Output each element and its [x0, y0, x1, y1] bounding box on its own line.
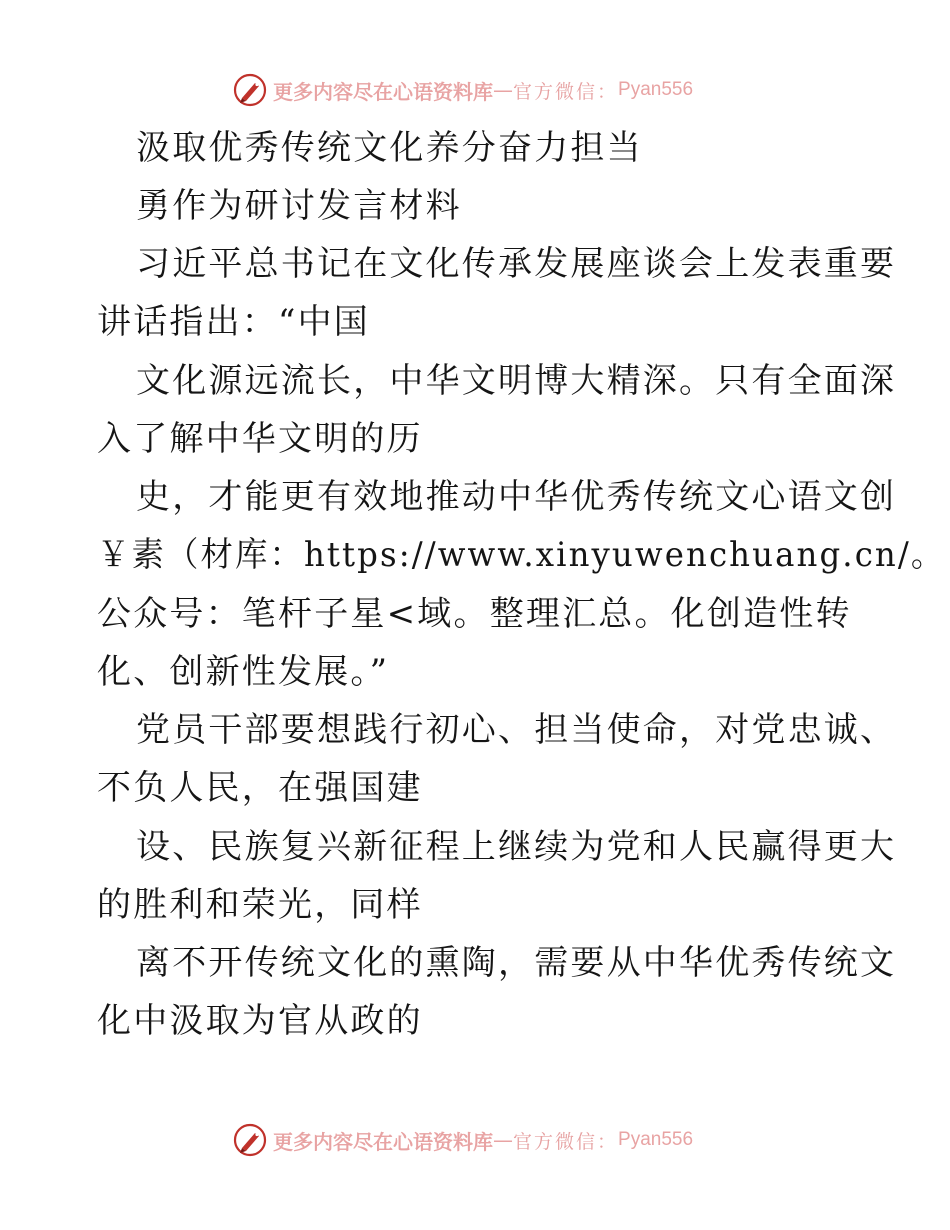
watermark-contact-label: 官方微信： [513, 1130, 619, 1153]
watermark-handle: Pyan556 [618, 1129, 694, 1150]
paragraph-line: 不负人民，在强国建 [97, 768, 423, 808]
paragraph-line: 史，才能更有效地推动中华优秀传统文心语文创 [136, 477, 897, 517]
paragraph-line: 党员干部要想践行初心、担当使命，对党忠诚、 [136, 710, 897, 750]
paragraph-line: ￥素（材库：https://www.xinyuwenchuang.cn/。 [97, 535, 946, 575]
paragraph-line: 离不开传统文化的熏陶，需要从中华优秀传统文 [136, 943, 897, 983]
paragraph-line: 文化源远流长，中华文明博大精深。只有全面深 [136, 361, 897, 401]
footer-watermark [233, 1122, 693, 1158]
paragraph-line: 习近平总书记在文化传承发展座谈会上发表重要 [136, 244, 897, 284]
paragraph-line: 讲话指出：“中国 [97, 302, 370, 342]
watermark-contact-label: 官方微信： [513, 80, 619, 103]
watermark-handle: Pyan556 [618, 79, 694, 100]
header-watermark [233, 72, 693, 108]
paragraph-line: 化中汲取为官从政的 [97, 1001, 423, 1041]
pen-logo-icon [233, 1123, 267, 1157]
watermark-dash: — [493, 1128, 513, 1152]
watermark-dash: — [493, 78, 513, 102]
paragraph-line: 设、民族复兴新征程上继续为党和人民赢得更大 [136, 827, 897, 867]
title-line-1: 汲取优秀传统文化养分奋力担当 [136, 128, 643, 168]
paragraph-line: 入了解中华文明的历 [97, 419, 423, 459]
paragraph-line: 化、创新性发展。” [97, 652, 390, 692]
watermark-text: 更多内容尽在心语资料库 [273, 1129, 493, 1154]
title-line-2: 勇作为研讨发言材料 [136, 186, 462, 226]
paragraph-line: 公众号：笔杆子星<域。整理汇总。化创造性转 [97, 594, 852, 634]
pen-logo-icon [233, 73, 267, 107]
paragraph-line: 的胜利和荣光，同样 [97, 885, 423, 925]
watermark-text: 更多内容尽在心语资料库 [273, 79, 493, 104]
